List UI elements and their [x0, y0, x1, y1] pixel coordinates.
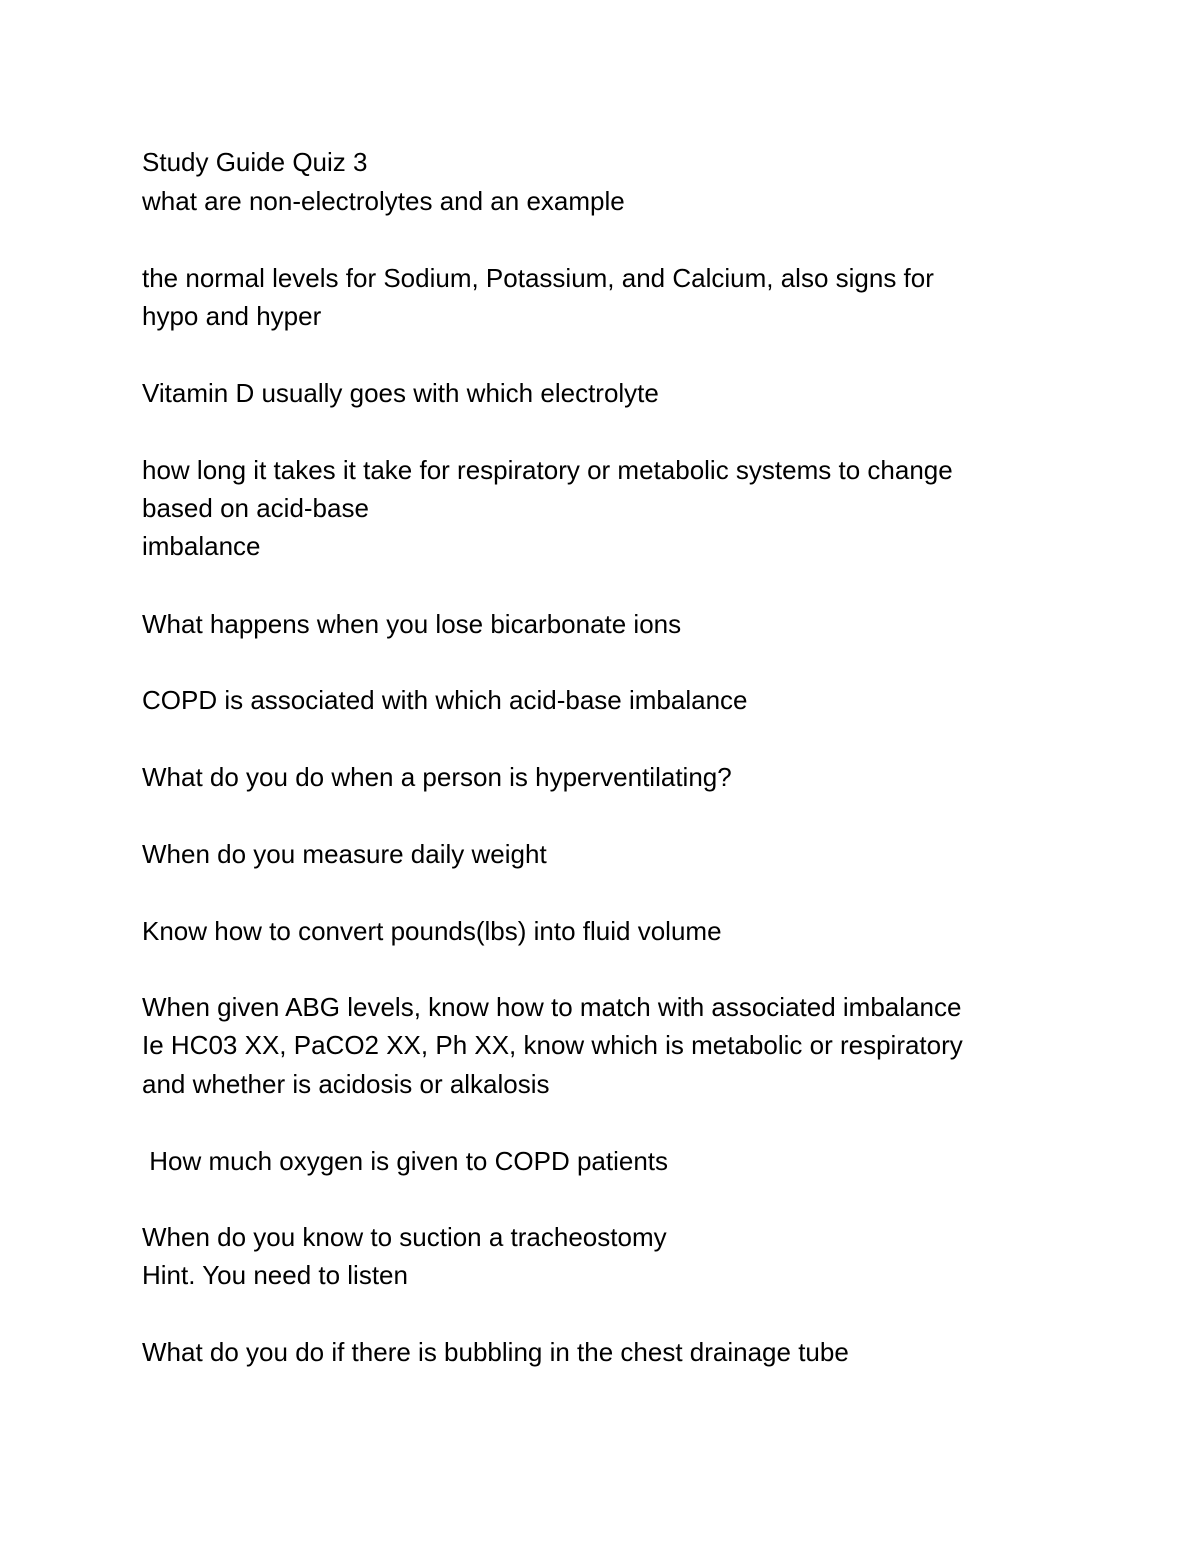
question-line: Know how to convert pounds(lbs) into fluid volume [142, 916, 722, 946]
question-line: How much oxygen is given to COPD patients [142, 1146, 669, 1176]
question-line: what are non-electrolytes and an example [142, 186, 625, 216]
question-line: imbalance [142, 531, 261, 561]
question-line: When do you know to suction a tracheostomy [142, 1222, 667, 1252]
question-line: Ie HC03 XX, PaCO2 XX, Ph XX, know which is metabolic or respiratory [142, 1030, 963, 1060]
question-line: Vitamin D usually goes with which electrolyte [142, 378, 659, 408]
question-line: how long it takes it take for respiratory or metabolic systems to change [142, 455, 953, 485]
question-line: based on acid-base [142, 493, 369, 523]
question-line: What happens when you lose bicarbonate ions [142, 609, 682, 639]
question-line: COPD is associated with which acid-base imbalance [142, 685, 748, 715]
question-line: What do you do when a person is hyperventilating? [142, 762, 732, 792]
question-line: hypo and hyper [142, 301, 322, 331]
document-title: Study Guide Quiz 3 [142, 147, 368, 177]
question-line: What do you do if there is bubbling in the chest drainage tube [142, 1337, 849, 1367]
question-line: Hint. You need to listen [142, 1260, 408, 1290]
question-line: the normal levels for Sodium, Potassium, and Calcium, also signs for [142, 263, 934, 293]
question-line: When given ABG levels, know how to match with associated imbalance [142, 992, 962, 1022]
question-line: and whether is acidosis or alkalosis [142, 1069, 550, 1099]
question-line: When do you measure daily weight [142, 839, 547, 869]
